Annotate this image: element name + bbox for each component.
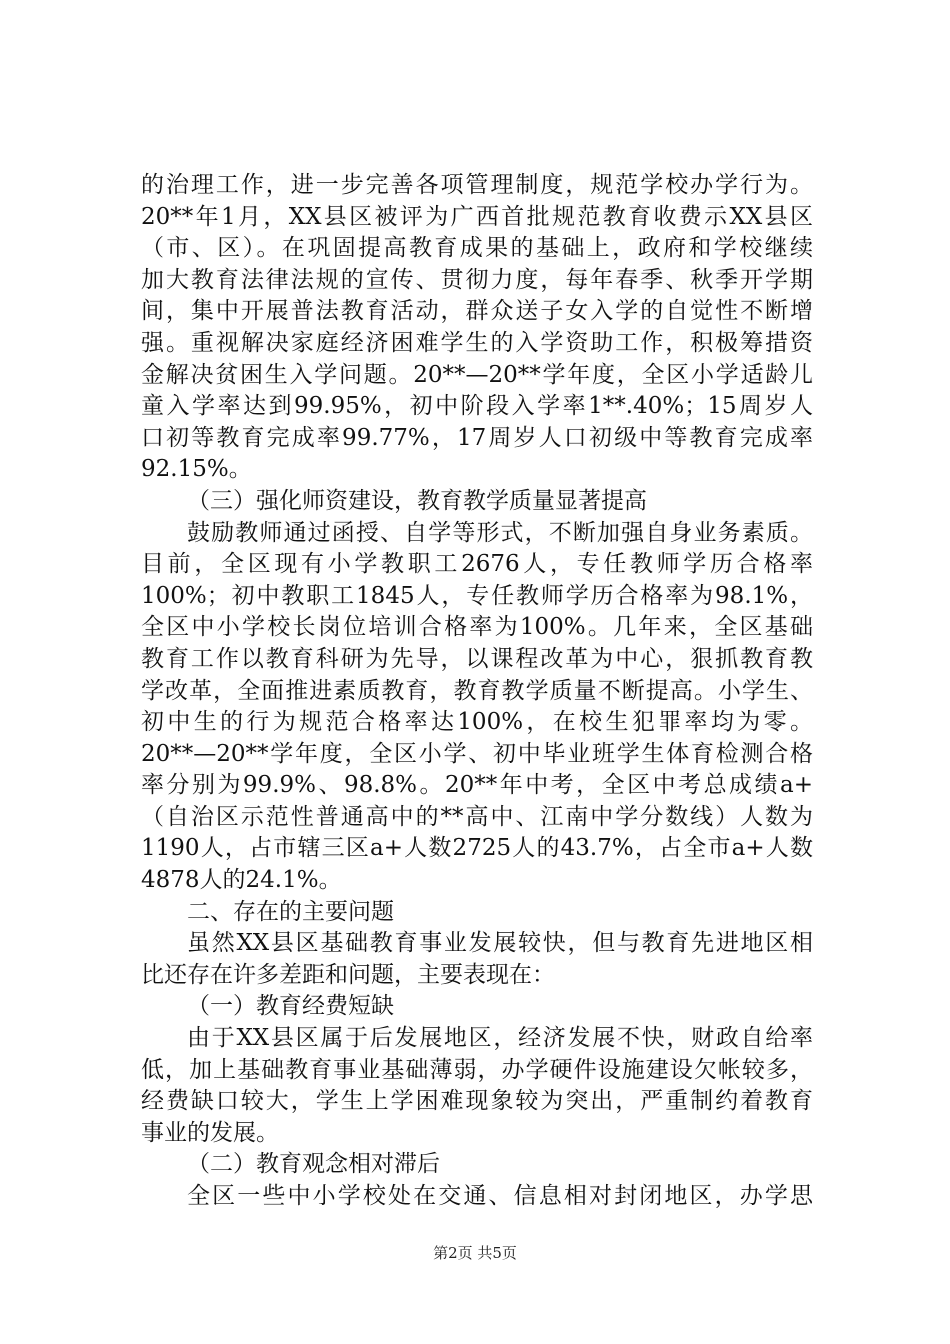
text-line: （市、区）。在巩固提高教育成果的基础上，政府和学校继续 <box>141 235 813 262</box>
text-line: 的治理工作，进一步完善各项管理制度，规范学校办学行为。 <box>141 172 813 198</box>
text-line: 童入学率达到99.95%，初中阶段入学率1**.40%；15周岁人 <box>141 393 813 420</box>
text-line: 教育工作以教育科研为先导，以课程改革为中心，狠抓教育教 <box>141 645 813 672</box>
text-line: 1190人，占市辖三区a+人数2725人的43.7%，占全市a+人数 <box>141 835 813 862</box>
text-line: 强。重视解决家庭经济困难学生的入学资助工作，积极筹措资 <box>141 329 813 356</box>
text-line: 92.15%。 <box>141 456 252 483</box>
text-line: 加大教育法律法规的宣传、贯彻力度，每年春季、秋季开学期 <box>141 266 813 293</box>
text-line: 4878人的24.1%。 <box>141 867 342 894</box>
text-line: 全区一些中小学校处在交通、信息相对封闭地区，办学思 <box>187 1183 813 1209</box>
text-line: 间，集中开展普法教育活动，群众送子女入学的自觉性不断增 <box>141 298 813 325</box>
text-line: 金解决贫困生入学问题。20**—20**学年度，全区小学适龄儿 <box>141 361 813 388</box>
text-line: 口初等教育完成率99.77%，17周岁人口初级中等教育完成率 <box>141 424 813 451</box>
text-line: 虽然XX县区基础教育事业发展较快，但与教育先进地区相 <box>187 930 813 957</box>
text-line: （二）教育观念相对滞后 <box>187 1151 440 1178</box>
text-line: （三）强化师资建设，教育教学质量显著提高 <box>187 487 647 514</box>
text-line: 100%；初中教职工1845人，专任教师学历合格率为98.1%， <box>141 582 813 609</box>
text-line: 鼓励教师通过函授、自学等形式，不断加强自身业务素质。 <box>187 519 813 546</box>
text-line: （自治区示范性普通高中的**高中、江南中学分数线）人数为 <box>141 803 813 830</box>
page-number-footer: 第2页 共5页 <box>433 1244 517 1262</box>
text-line: 二、存在的主要问题 <box>187 898 394 925</box>
text-line: 低，加上基础教育事业基础薄弱，办学硬件设施建设欠帐较多， <box>141 1056 813 1083</box>
text-line: 事业的发展。 <box>141 1119 279 1146</box>
text-line: 初中生的行为规范合格率达100%，在校生犯罪率均为零。 <box>141 709 813 736</box>
text-line: 20**—20**学年度，全区小学、初中毕业班学生体育检测合格 <box>141 740 813 767</box>
text-line: （一）教育经费短缺 <box>187 993 394 1020</box>
document-body <box>141 170 813 1213</box>
text-line: 经费缺口较大，学生上学困难现象较为突出，严重制约着教育 <box>141 1088 813 1115</box>
text-line: 比还存在许多差距和问题，主要表现在： <box>141 961 555 988</box>
text-line: 全区中小学校长岗位培训合格率为100%。几年来，全区基础 <box>141 614 813 641</box>
text-line: 20**年1月，XX县区被评为广西首批规范教育收费示XX县区 <box>141 203 813 230</box>
text-line: 目前，全区现有小学教职工2676人，专任教师学历合格率 <box>141 551 813 578</box>
text-line: 由于XX县区属于后发展地区，经济发展不快，财政自给率 <box>187 1025 813 1052</box>
text-line: 学改革，全面推进素质教育，教育教学质量不断提高。小学生、 <box>141 677 813 704</box>
text-line: 率分别为99.9%、98.8%。20**年中考，全区中考总成绩a+ <box>141 772 813 799</box>
